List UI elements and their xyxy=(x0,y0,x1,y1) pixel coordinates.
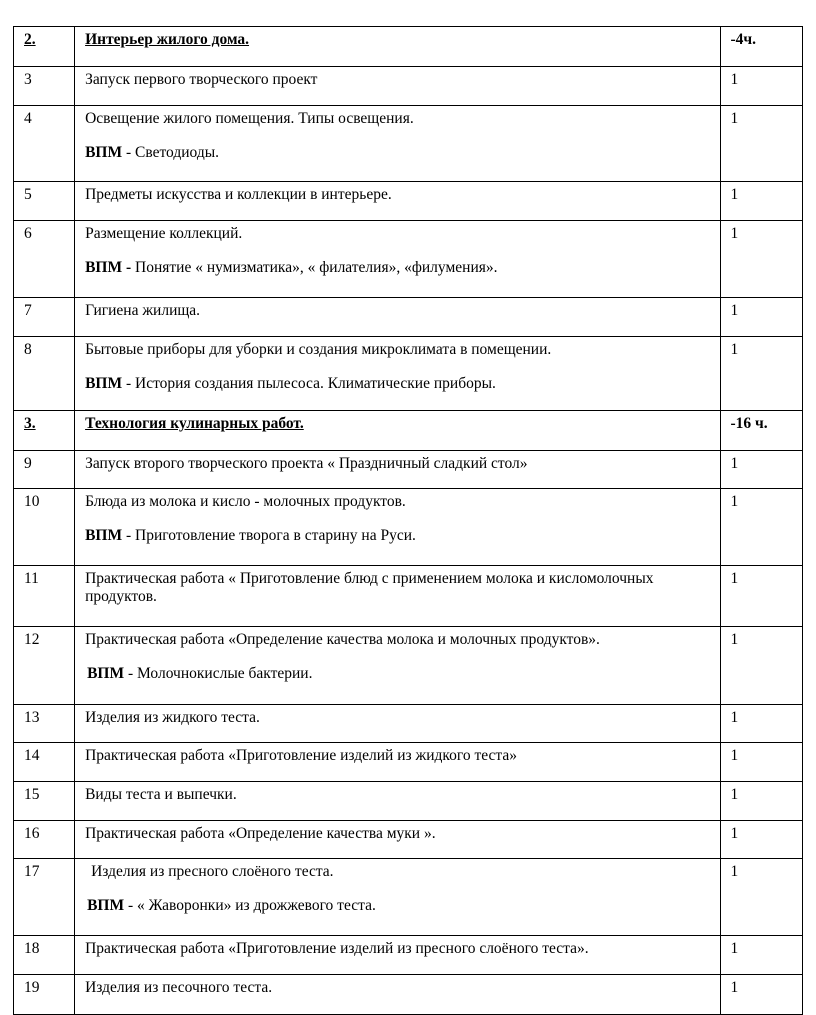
table-row xyxy=(14,67,803,106)
table-row xyxy=(14,821,803,859)
row-topic: Предметы искусства и коллекции в интерьере. xyxy=(75,182,720,221)
vpm-note xyxy=(85,144,711,162)
row-number: 5 xyxy=(14,182,75,221)
row-hours: 1 xyxy=(720,221,802,298)
row-number: 8 xyxy=(14,337,75,411)
row-number: 4 xyxy=(14,106,75,182)
row-hours: 1 xyxy=(720,743,802,782)
row-hours: 1 xyxy=(720,782,802,821)
table-row xyxy=(14,705,803,743)
row-number: 16 xyxy=(14,821,75,859)
table-row xyxy=(14,337,803,411)
row-topic: Изделия из песочного теста. xyxy=(75,975,720,1015)
row-hours: 1 xyxy=(720,182,802,221)
row-hours: 1 xyxy=(720,67,802,106)
row-number: 7 xyxy=(14,298,75,337)
vpm-note xyxy=(85,527,711,545)
table-row xyxy=(14,627,803,705)
table-row xyxy=(14,182,803,221)
row-topic xyxy=(75,489,720,566)
row-number: 18 xyxy=(14,936,75,975)
row-topic: Практическая работа « Приготовление блюд с применением молока и кисломолочных продуктов. xyxy=(75,566,720,627)
table-row xyxy=(14,936,803,975)
vpm-label: ВПМ xyxy=(87,896,125,914)
table-row xyxy=(14,975,803,1015)
section-title: Технология кулинарных работ. xyxy=(75,411,720,451)
row-topic: Практическая работа «Приготовление изделий из пресного слоёного теста». xyxy=(75,936,720,975)
row-topic xyxy=(75,337,720,411)
row-number: 2. xyxy=(14,27,75,67)
lesson-plan-table xyxy=(13,26,803,1015)
vpm-text: - История создания пылесоса. Климатические приборы. xyxy=(122,374,496,392)
row-hours: 1 xyxy=(720,627,802,705)
row-hours: 1 xyxy=(720,975,802,1015)
row-number: 12 xyxy=(14,627,75,705)
row-topic xyxy=(75,859,720,936)
row-hours: 1 xyxy=(720,337,802,411)
table-row xyxy=(14,566,803,627)
row-topic: Виды теста и выпечки. xyxy=(75,782,720,821)
section-row xyxy=(14,27,803,67)
row-topic: Практическая работа «Приготовление изделий из жидкого теста» xyxy=(75,743,720,782)
row-hours: 1 xyxy=(720,821,802,859)
vpm-text: - Светодиоды. xyxy=(122,143,219,161)
vpm-label: ВПМ xyxy=(85,374,123,392)
vpm-label: ВПМ - xyxy=(85,258,132,276)
row-hours: 1 xyxy=(720,705,802,743)
row-number: 9 xyxy=(14,451,75,489)
row-hours: 1 xyxy=(720,298,802,337)
vpm-label: ВПМ xyxy=(85,143,123,161)
row-topic xyxy=(75,106,720,182)
section-title: Интерьер жилого дома. xyxy=(75,27,720,67)
row-number: 11 xyxy=(14,566,75,627)
row-topic: Запуск первого творческого проект xyxy=(75,67,720,106)
vpm-text: Понятие « нумизматика», « филателия», «филумения». xyxy=(131,258,498,276)
table-row xyxy=(14,489,803,566)
topic-text: Практическая работа «Определение качества молока и молочных продуктов». xyxy=(85,631,600,648)
vpm-note xyxy=(85,665,711,683)
topic-text: Изделия из пресного слоёного теста. xyxy=(91,863,334,880)
table-row xyxy=(14,298,803,337)
row-hours: 1 xyxy=(720,936,802,975)
row-number: 3. xyxy=(14,411,75,451)
row-topic xyxy=(75,221,720,298)
topic-text: Освещение жилого помещения. Типы освещения. xyxy=(85,110,414,127)
row-hours: 1 xyxy=(720,489,802,566)
row-topic: Практическая работа «Определение качества муки ». xyxy=(75,821,720,859)
topic-text: Размещение коллекций. xyxy=(85,225,243,242)
table-row xyxy=(14,782,803,821)
topic-text: Блюда из молока и кисло - молочных продуктов. xyxy=(85,493,406,510)
vpm-note xyxy=(85,897,711,915)
row-number: 17 xyxy=(14,859,75,936)
row-number: 13 xyxy=(14,705,75,743)
row-hours: -4ч. xyxy=(720,27,802,67)
vpm-text: - Молочнокислые бактерии. xyxy=(124,664,313,682)
row-hours: 1 xyxy=(720,106,802,182)
row-number: 19 xyxy=(14,975,75,1015)
table-row xyxy=(14,743,803,782)
topic-text: Бытовые приборы для уборки и создания микроклимата в помещении. xyxy=(85,341,552,358)
vpm-label: ВПМ xyxy=(87,664,125,682)
row-hours: 1 xyxy=(720,451,802,489)
row-number: 14 xyxy=(14,743,75,782)
row-topic xyxy=(75,627,720,705)
table-row xyxy=(14,106,803,182)
table-row xyxy=(14,859,803,936)
row-hours: 1 xyxy=(720,566,802,627)
row-number: 10 xyxy=(14,489,75,566)
vpm-note xyxy=(85,375,711,393)
row-hours: 1 xyxy=(720,859,802,936)
row-number: 15 xyxy=(14,782,75,821)
table-row xyxy=(14,221,803,298)
vpm-note xyxy=(85,259,711,277)
row-topic: Гигиена жилища. xyxy=(75,298,720,337)
row-number: 6 xyxy=(14,221,75,298)
vpm-text: - « Жаворонки» из дрожжевого теста. xyxy=(124,896,376,914)
row-hours: -16 ч. xyxy=(720,411,802,451)
row-topic: Запуск второго творческого проекта « Праздничный сладкий стол» xyxy=(75,451,720,489)
section-row xyxy=(14,411,803,451)
vpm-text: - Приготовление творога в старину на Руси. xyxy=(122,526,416,544)
row-number: 3 xyxy=(14,67,75,106)
row-topic: Изделия из жидкого теста. xyxy=(75,705,720,743)
table-row xyxy=(14,451,803,489)
vpm-label: ВПМ xyxy=(85,526,123,544)
